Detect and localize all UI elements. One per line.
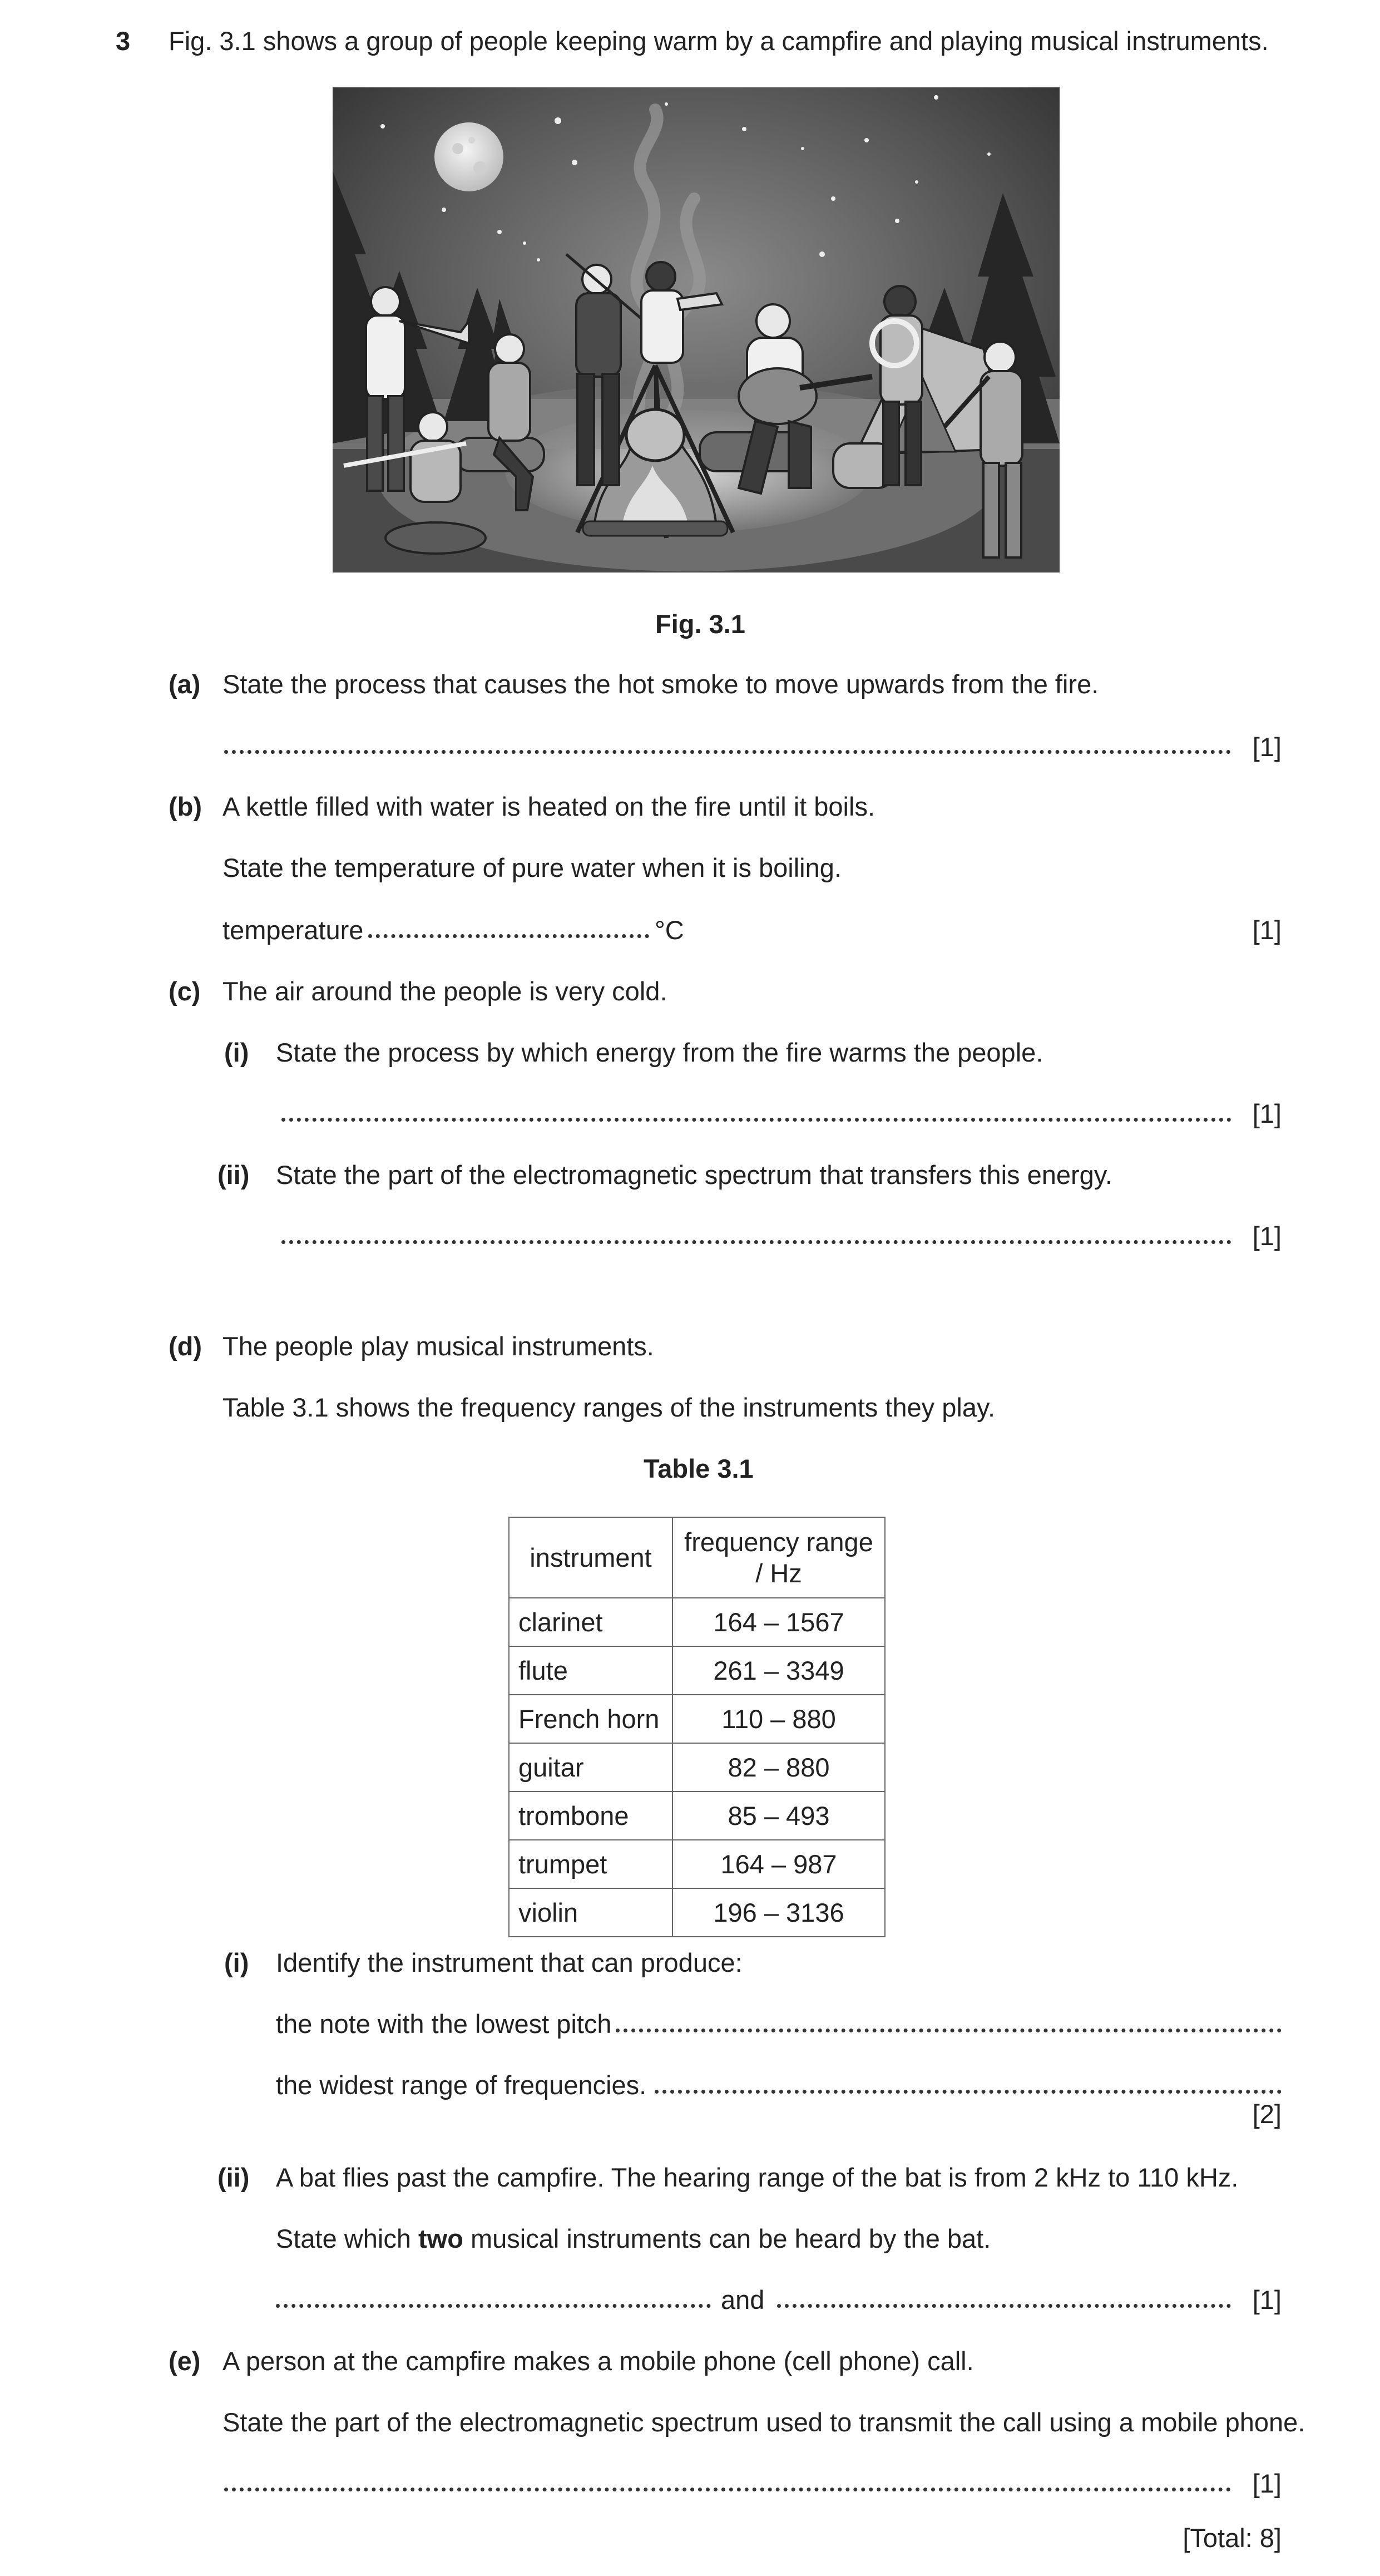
part-d-i-line1-label: the note with the lowest pitch — [276, 2009, 612, 2039]
part-d-ii-label: (ii) — [217, 2163, 250, 2192]
table-row — [509, 1792, 885, 1840]
figure-caption: Fig. 3.1 — [655, 609, 745, 639]
table-row — [509, 1695, 885, 1743]
part-c-label: (c) — [169, 976, 201, 1006]
kettle — [626, 409, 684, 461]
part-c-ii-label: (ii) — [217, 1160, 250, 1190]
part-b-mark: [1] — [1252, 915, 1282, 945]
bat-instrument-2-answer[interactable] — [777, 2304, 1231, 2308]
part-d-ii-mark: [1] — [1252, 2285, 1282, 2315]
instrument-cell: trumpet — [509, 1840, 672, 1888]
table-row — [509, 1598, 885, 1646]
part-d-i-mark: [2] — [1252, 2099, 1282, 2129]
total-marks: [Total: 8] — [1183, 2523, 1282, 2553]
question-intro: Fig. 3.1 shows a group of people keeping warm by a campfire and playing musical instruments. — [169, 26, 1269, 56]
and-label: and — [721, 2285, 765, 2315]
part-c-i-mark: [1] — [1252, 1099, 1282, 1128]
part-e-label: (e) — [169, 2346, 201, 2376]
part-c-ii-answer-line[interactable] — [281, 1240, 1231, 1244]
range-cell: 196 – 3136 — [672, 1888, 885, 1937]
table-header-row — [509, 1517, 885, 1598]
part-d-ii-text2-post: musical instruments can be heard by the bat. — [463, 2224, 991, 2253]
instrument-cell: trombone — [509, 1792, 672, 1840]
part-d-ii-text2-bold: two — [418, 2224, 463, 2253]
table-row — [509, 1888, 885, 1937]
table-row — [509, 1840, 885, 1888]
part-c-i-question: State the process by which energy from the fire warms the people. — [276, 1038, 1043, 1067]
header-range-unit: / Hz — [755, 1558, 802, 1588]
header-frequency-range — [672, 1517, 885, 1598]
part-b-label: (b) — [169, 792, 202, 821]
frequency-table — [508, 1517, 886, 1937]
widest-range-answer[interactable] — [655, 2090, 1282, 2094]
part-d-i-label: (i) — [224, 1948, 249, 1977]
campfire-illustration — [333, 87, 1060, 573]
lowest-pitch-answer[interactable] — [616, 2029, 1282, 2032]
part-e-mark: [1] — [1252, 2469, 1282, 2498]
part-c-i-label: (i) — [224, 1038, 249, 1067]
part-c-text: The air around the people is very cold. — [222, 976, 667, 1006]
part-c-i-answer-line[interactable] — [281, 1118, 1231, 1122]
part-d-text2: Table 3.1 shows the frequency ranges of the instruments they play. — [222, 1393, 996, 1422]
range-cell: 164 – 987 — [672, 1840, 885, 1888]
header-range-line1: frequency range — [684, 1527, 873, 1557]
range-cell: 82 – 880 — [672, 1743, 885, 1792]
table-row — [509, 1743, 885, 1792]
range-cell: 85 – 493 — [672, 1792, 885, 1840]
part-b-text1: A kettle filled with water is heated on the fire until it boils. — [222, 792, 876, 821]
part-a-answer-line[interactable] — [224, 750, 1231, 754]
range-cell: 261 – 3349 — [672, 1646, 885, 1695]
part-d-i-line2-label: the widest range of frequencies. — [276, 2070, 647, 2100]
part-a-label: (a) — [169, 669, 201, 699]
range-cell: 110 – 880 — [672, 1695, 885, 1743]
instrument-cell: violin — [509, 1888, 672, 1937]
question-number: 3 — [116, 26, 131, 56]
part-b-unit: °C — [655, 915, 684, 945]
part-e-text1: A person at the campfire makes a mobile phone (cell phone) call. — [222, 2346, 974, 2376]
part-e-text2: State the part of the electromagnetic spectrum used to transmit the call using a mobile phone. — [222, 2407, 1305, 2437]
part-b-temperature-answer[interactable] — [368, 934, 649, 938]
moon — [434, 122, 503, 191]
part-b-text2: State the temperature of pure water when it is boiling. — [222, 853, 842, 882]
instrument-cell: guitar — [509, 1743, 672, 1792]
range-cell: 164 – 1567 — [672, 1598, 885, 1646]
part-c-ii-question: State the part of the electromagnetic spectrum that transfers this energy. — [276, 1160, 1112, 1190]
part-d-ii-text2-pre: State which — [276, 2224, 419, 2253]
part-d-ii-text2 — [276, 2223, 991, 2254]
part-d-ii-text1: A bat flies past the campfire. The hearing range of the bat is from 2 kHz to 110 kHz. — [276, 2163, 1239, 2192]
part-b-answer-prefix: temperature — [222, 915, 364, 945]
part-a-question: State the process that causes the hot smoke to move upwards from the fire. — [222, 669, 1099, 699]
instrument-cell: clarinet — [509, 1598, 672, 1646]
part-a-mark: [1] — [1252, 732, 1282, 762]
table-row — [509, 1646, 885, 1695]
header-instrument: instrument — [509, 1517, 672, 1598]
part-d-label: (d) — [169, 1331, 202, 1361]
part-d-text1: The people play musical instruments. — [222, 1331, 654, 1361]
part-d-i-question: Identify the instrument that can produce: — [276, 1948, 743, 1977]
part-c-ii-mark: [1] — [1252, 1221, 1282, 1251]
instrument-cell: flute — [509, 1646, 672, 1695]
part-e-answer-line[interactable] — [224, 2488, 1231, 2491]
table-caption: Table 3.1 — [644, 1454, 754, 1483]
bat-instrument-1-answer[interactable] — [276, 2304, 711, 2308]
instrument-cell: French horn — [509, 1695, 672, 1743]
